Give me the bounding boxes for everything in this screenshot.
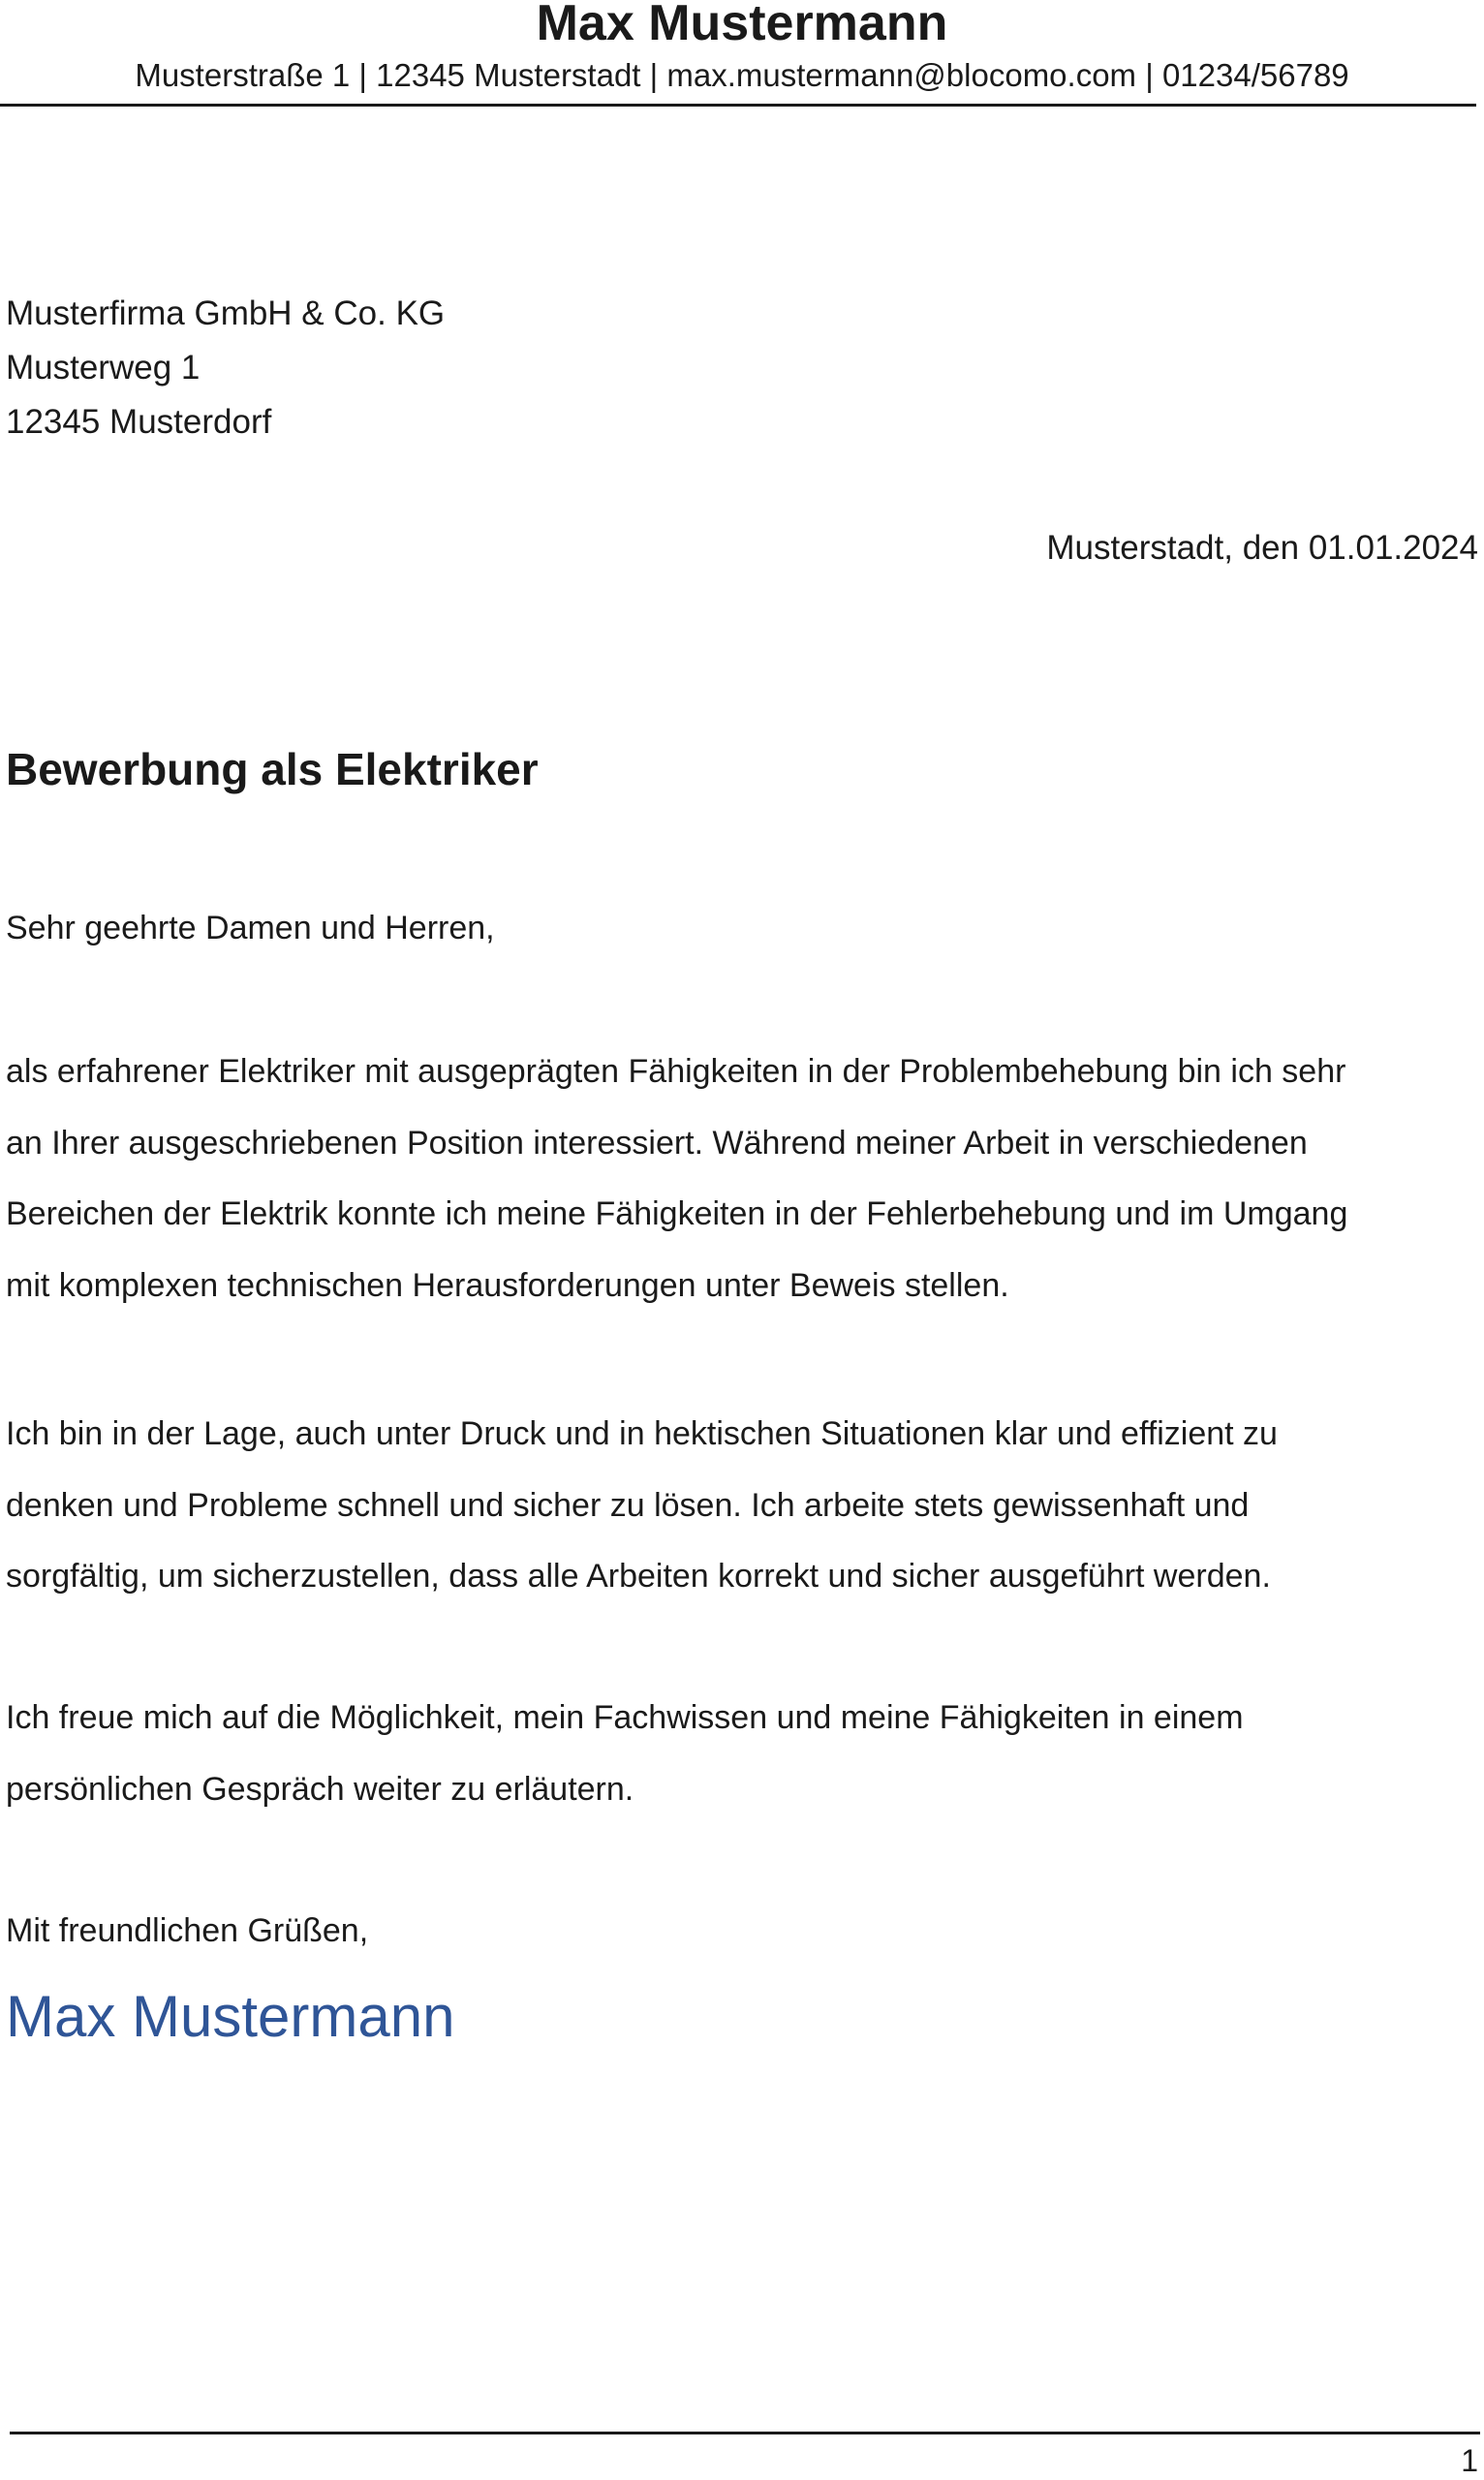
paragraph-line: als erfahrener Elektriker mit ausgeprägten Fähigkeiten in der Problembehebung bin ich sehr [6,1053,1346,1090]
body-paragraph-3 [6,1683,1478,1825]
letter-date: Musterstadt, den 01.01.2024 [1046,529,1478,567]
body-paragraph-2 [6,1399,1478,1613]
paragraph-line: Bereichen der Elektrik konnte ich meine Fähigkeiten in der Fehlerbehebung und im Umgang [6,1195,1348,1232]
paragraph-line: Ich freue mich auf die Möglichkeit, mein Fachwissen und meine Fähigkeiten in einem [6,1699,1244,1736]
paragraph-line: denken und Probleme schnell und sicher zu lösen. Ich arbeite stets gewissenhaft und [6,1486,1250,1524]
header-divider [0,104,1476,107]
paragraph-line: persönlichen Gespräch weiter zu erläutern. [6,1770,634,1808]
paragraph-line: Ich bin in der Lage, auch unter Druck und in hektischen Situationen klar und effizient zu [6,1415,1278,1452]
paragraph-line: sorgfältig, um sicherzustellen, dass alle Arbeiten korrekt und sicher ausgeführt werden. [6,1558,1271,1595]
recipient-address [6,287,445,450]
signature: Max Mustermann [6,1984,455,2049]
letter-subject: Bewerbung als Elektriker [6,744,539,794]
recipient-street: Musterweg 1 [6,349,201,387]
paragraph-line: mit komplexen technischen Herausforderungen unter Beweis stellen. [6,1266,1009,1304]
body-paragraph-1 [6,1037,1478,1321]
salutation: Sehr geehrte Damen und Herren, [6,910,495,946]
page-number: 1 [1461,2443,1478,2478]
sender-contact-line: Musterstraße 1 | 12345 Musterstadt | max.mustermann@blocomo.com | 01234/56789 [135,57,1349,93]
sender-name: Max Mustermann [536,0,948,51]
recipient-company: Musterfirma GmbH & Co. KG [6,294,446,332]
footer-divider [10,2432,1480,2434]
recipient-city: 12345 Musterdorf [6,403,272,441]
closing-phrase: Mit freundlichen Grüßen, [6,1912,369,1949]
paragraph-line: an Ihrer ausgeschriebenen Position interessiert. Während meiner Arbeit in verschiedenen [6,1124,1308,1162]
